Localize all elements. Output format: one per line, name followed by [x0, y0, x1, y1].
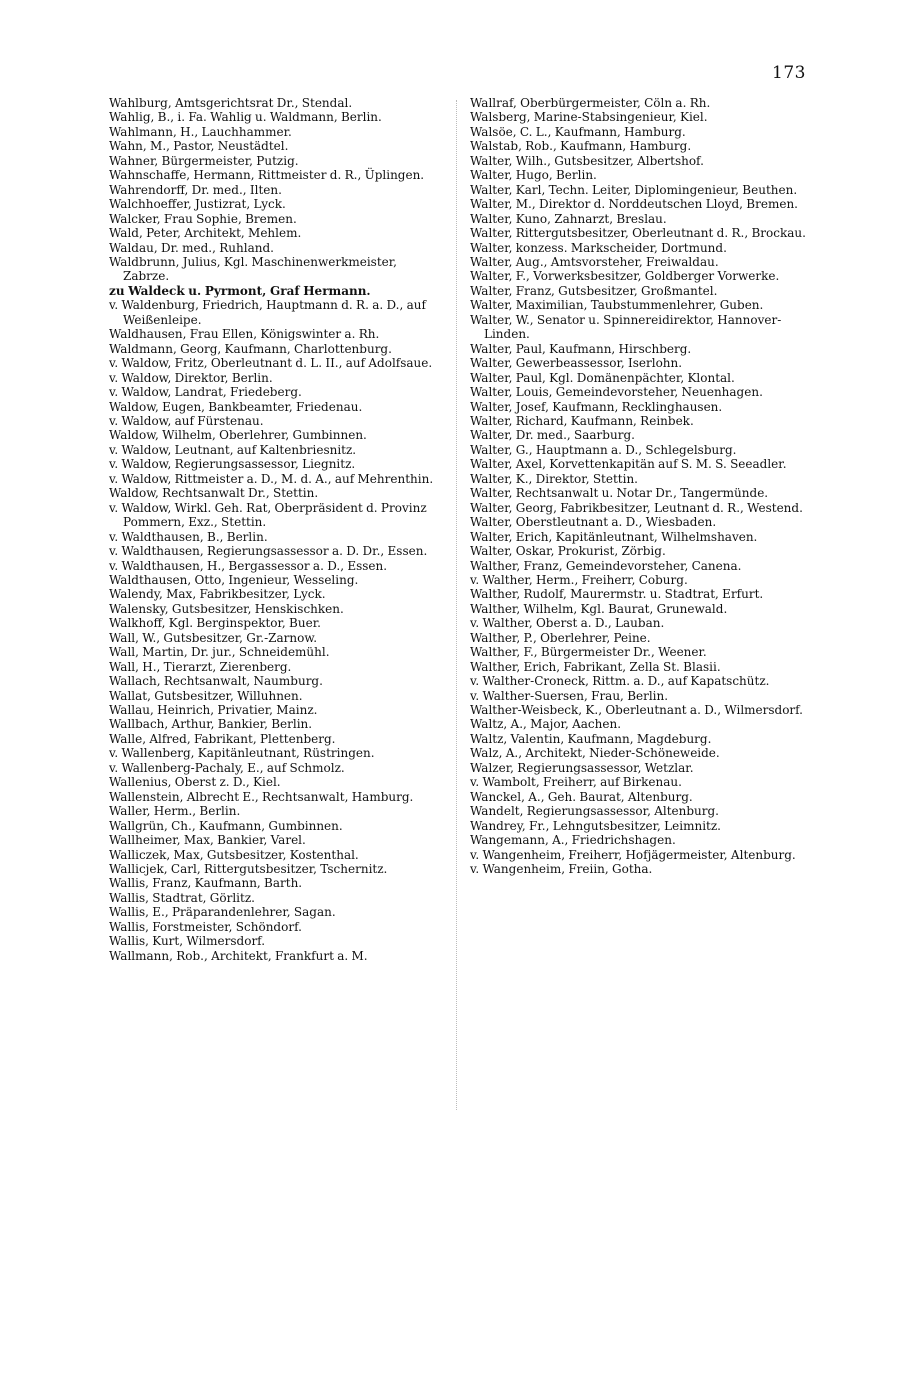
directory-entry: Walzer, Regierungsassessor, Wetzlar.	[470, 760, 694, 775]
directory-entry: Walter, Axel, Korvettenkapitän auf S. M. S. Seeadler.	[470, 457, 787, 472]
directory-entry: v. Waldow, Rittmeister a. D., M. d. A., auf Mehrenthin.	[109, 471, 434, 486]
directory-entry: Walther, Rudolf, Maurermstr. u. Stadtrat, Erfurt.	[470, 587, 764, 602]
directory-entry: Wahrendorff, Dr. med., Ilten.	[109, 182, 282, 197]
right-column	[470, 96, 806, 876]
directory-entry: Walter, Georg, Fabrikbesitzer, Leutnant d. R., Westend.	[470, 500, 803, 515]
directory-entry: Wallbach, Arthur, Bankier, Berlin.	[109, 717, 313, 732]
directory-entry: Wahlburg, Amtsgerichtsrat Dr., Stendal.	[109, 96, 353, 110]
directory-entry: Walther, Franz, Gemeindevorsteher, Canena.	[470, 558, 742, 573]
directory-entry: Wall, Martin, Dr. jur., Schneidemühl.	[109, 645, 330, 660]
directory-entry: Wald, Peter, Architekt, Mehlem.	[109, 226, 302, 241]
directory-entry: Waldow, Rechtsanwalt Dr., Stettin.	[109, 486, 319, 501]
directory-entry: v. Wambolt, Freiherr, auf Birkenau.	[470, 775, 682, 790]
directory-entry: Waldthausen, Otto, Ingenieur, Wesseling.	[109, 572, 359, 587]
directory-entry: v. Walther-Croneck, Rittm. a. D., auf Kapatschütz.	[470, 674, 770, 689]
directory-entry: Walther, Wilhelm, Kgl. Baurat, Grunewald.	[470, 601, 728, 616]
directory-entry: Waldau, Dr. med., Ruhland.	[109, 240, 274, 255]
directory-entry: Wallicjek, Carl, Rittergutsbesitzer, Tschernitz.	[109, 862, 388, 877]
directory-entry: Walz, A., Architekt, Nieder-Schöneweide.	[470, 746, 720, 761]
directory-entry: v. Wangenheim, Freiin, Gotha.	[470, 862, 653, 877]
directory-entry: Walther-Weisbeck, K., Oberleutnant a. D., Wilmersdorf.	[470, 703, 803, 718]
directory-entry: Walter, Rittergutsbesitzer, Oberleutnant d. R., Brockau.	[470, 226, 806, 241]
directory-entry: Walter, F., Vorwerksbesitzer, Goldberger Vorwerke.	[470, 269, 780, 284]
directory-entry: v. Waldthausen, H., Bergassessor a. D., Essen.	[109, 558, 388, 573]
directory-entry: Walter, Kuno, Zahnarzt, Breslau.	[470, 211, 667, 226]
directory-entry: Walsöe, C. L., Kaufmann, Hamburg.	[470, 124, 686, 139]
directory-entry: Walter, K., Direktor, Stettin.	[470, 471, 638, 486]
directory-entry: Wallis, Forstmeister, Schöndorf.	[109, 919, 302, 934]
directory-entry: Wahner, Bürgermeister, Putzig.	[109, 153, 299, 168]
directory-entry: Wahnschaffe, Hermann, Rittmeister d. R., Üplingen.	[109, 168, 425, 183]
directory-entry: Walter, Paul, Kaufmann, Hirschberg.	[470, 341, 692, 356]
directory-entry: Walter, W., Senator u. Spinnereidirektor, Hannover-Linden.	[470, 312, 782, 342]
directory-entry: Wallheimer, Max, Bankier, Varel.	[109, 833, 306, 848]
directory-entry: Wangemann, A., Friedrichshagen.	[470, 833, 676, 848]
directory-entry: Wahn, M., Pastor, Neustädtel.	[109, 139, 289, 154]
directory-entry: Wanckel, A., Geh. Baurat, Altenburg.	[470, 789, 693, 804]
directory-entry: v. Waldow, Regierungsassessor, Liegnitz.	[109, 457, 356, 472]
directory-entry: Walter, Oberstleutnant a. D., Wiesbaden.	[470, 515, 717, 530]
directory-entry: Waltz, Valentin, Kaufmann, Magdeburg.	[470, 731, 712, 746]
directory-entry: Walter, Franz, Gutsbesitzer, Großmantel.	[470, 283, 718, 298]
directory-entry: Walter, Louis, Gemeindevorsteher, Neuenhagen.	[470, 385, 763, 400]
directory-entry: Wahlmann, H., Lauchhammer.	[109, 124, 292, 139]
directory-entry: Wandrey, Fr., Lehngutsbesitzer, Leimnitz.	[470, 818, 721, 833]
directory-entry: Wallis, E., Präparandenlehrer, Sagan.	[109, 905, 336, 920]
directory-entry: v. Walther-Suersen, Frau, Berlin.	[470, 688, 669, 703]
directory-entry: Walstab, Rob., Kaufmann, Hamburg.	[470, 139, 692, 154]
directory-entry: v. Waldow, Leutnant, auf Kaltenbriesnitz.	[109, 442, 357, 457]
directory-entry: Wallis, Franz, Kaufmann, Barth.	[109, 876, 303, 891]
directory-entry: Walensky, Gutsbesitzer, Henskischken.	[109, 601, 344, 616]
directory-entry: Walchhoeffer, Justizrat, Lyck.	[109, 197, 286, 212]
page-number: 173	[772, 63, 806, 83]
directory-entry: Walter, Hugo, Berlin.	[470, 168, 597, 183]
left-column	[109, 96, 445, 963]
directory-entry: Wallat, Gutsbesitzer, Willuhnen.	[109, 688, 303, 703]
directory-entry: Wallraf, Oberbürgermeister, Cöln a. Rh.	[470, 96, 711, 110]
directory-entry: v. Walther, Herm., Freiherr, Coburg.	[470, 572, 688, 587]
directory-entry: Walter, Oskar, Prokurist, Zörbig.	[470, 544, 666, 559]
directory-entry: Wallenius, Oberst z. D., Kiel.	[109, 775, 281, 790]
directory-entry: Walther, Erich, Fabrikant, Zella St. Blasii.	[470, 659, 721, 674]
directory-entry: Waldbrunn, Julius, Kgl. Maschinenwerkmeister, Zabrze.	[109, 254, 397, 284]
directory-entry: Walter, Paul, Kgl. Domänenpächter, Klontal.	[470, 370, 735, 385]
directory-entry: Walther, F., Bürgermeister Dr., Weener.	[470, 645, 707, 660]
directory-entry: Walsberg, Marine-Stabsingenieur, Kiel.	[470, 110, 708, 125]
directory-entry: Wallgrün, Ch., Kaufmann, Gumbinnen.	[109, 818, 343, 833]
directory-entry: Waldow, Wilhelm, Oberlehrer, Gumbinnen.	[109, 428, 367, 443]
directory-entry: Walter, Rechtsanwalt u. Notar Dr., Tangermünde.	[470, 486, 769, 501]
directory-entry: Wall, H., Tierarzt, Zierenberg.	[109, 659, 292, 674]
directory-entry: v. Wallenberg, Kapitänleutnant, Rüstringen.	[109, 746, 375, 761]
directory-entry: Walter, Gewerbeassessor, Iserlohn.	[470, 356, 683, 371]
directory-entry: Walendy, Max, Fabrikbesitzer, Lyck.	[109, 587, 326, 602]
directory-entry: v. Waldthausen, Regierungsassessor a. D. Dr., Essen.	[109, 544, 428, 559]
directory-entry: Waller, Herm., Berlin.	[109, 804, 241, 819]
directory-entry: zu Waldeck u. Pyrmont, Graf Hermann.	[109, 283, 371, 298]
directory-entry: Walter, Wilh., Gutsbesitzer, Albertshof.	[470, 153, 704, 168]
directory-entry: Waldhausen, Frau Ellen, Königswinter a. Rh.	[109, 327, 380, 342]
directory-entry: Wallis, Stadtrat, Görlitz.	[109, 890, 255, 905]
directory-entry: Walter, Maximilian, Taubstummenlehrer, Guben.	[470, 298, 764, 313]
directory-entry: Waldmann, Georg, Kaufmann, Charlottenburg.	[109, 341, 392, 356]
directory-entry: Walter, Richard, Kaufmann, Reinbek.	[470, 413, 694, 428]
directory-entry: v. Waldow, Landrat, Friedeberg.	[109, 385, 302, 400]
directory-entry: Wahlig, B., i. Fa. Wahlig u. Waldmann, Berlin.	[109, 110, 382, 125]
directory-entry: v. Waldenburg, Friedrich, Hauptmann d. R. a. D., auf Weißenleipe.	[109, 298, 426, 327]
directory-entry: Walter, Dr. med., Saarburg.	[470, 428, 635, 443]
directory-entry: v. Walther, Oberst a. D., Lauban.	[470, 616, 665, 631]
directory-entry: Wallmann, Rob., Architekt, Frankfurt a. M.	[109, 948, 368, 963]
directory-entry: Walter, konzess. Markscheider, Dortmund.	[470, 240, 727, 255]
directory-entry: Walter, Josef, Kaufmann, Recklinghausen.	[470, 399, 723, 414]
directory-entry: Wallenstein, Albrecht E., Rechtsanwalt, Hamburg.	[109, 789, 414, 804]
directory-entry: Walter, Erich, Kapitänleutnant, Wilhelmshaven.	[470, 529, 758, 544]
directory-entry: v. Wangenheim, Freiherr, Hofjägermeister, Altenburg.	[470, 847, 796, 862]
directory-entry: v. Waldow, auf Fürstenau.	[109, 413, 264, 428]
directory-entry: Walter, Aug., Amtsvorsteher, Freiwaldau.	[470, 254, 719, 269]
directory-entry: Wallis, Kurt, Wilmersdorf.	[109, 934, 266, 949]
directory-entry: v. Waldow, Fritz, Oberleutnant d. L. II., auf Adolfsaue.	[109, 356, 433, 371]
directory-entry: Walter, G., Hauptmann a. D., Schlegelsburg.	[470, 442, 737, 457]
directory-entry: Walliczek, Max, Gutsbesitzer, Kostenthal.	[109, 847, 359, 862]
directory-entry: Walcker, Frau Sophie, Bremen.	[109, 211, 297, 226]
directory-entry: Wallach, Rechtsanwalt, Naumburg.	[109, 674, 323, 689]
directory-entry: Walkhoff, Kgl. Berginspektor, Buer.	[109, 616, 321, 631]
directory-entry: Wall, W., Gutsbesitzer, Gr.-Zarnow.	[109, 630, 318, 645]
directory-entry: Walter, M., Direktor d. Norddeutschen Lloyd, Bremen.	[470, 197, 798, 212]
directory-entry: Walle, Alfred, Fabrikant, Plettenberg.	[109, 731, 336, 746]
directory-entry: Wallau, Heinrich, Privatier, Mainz.	[109, 703, 318, 718]
directory-entry: Wandelt, Regierungsassessor, Altenburg.	[470, 804, 719, 819]
directory-entry: v. Waldow, Direktor, Berlin.	[109, 370, 273, 385]
directory-entry: Waltz, A., Major, Aachen.	[470, 717, 622, 732]
directory-entry: Walter, Karl, Techn. Leiter, Diplomingenieur, Beuthen.	[470, 182, 798, 197]
directory-entry: Waldow, Eugen, Bankbeamter, Friedenau.	[109, 399, 363, 414]
directory-entry: v. Wallenberg-Pachaly, E., auf Schmolz.	[109, 760, 345, 775]
directory-entry: v. Waldthausen, B., Berlin.	[109, 529, 268, 544]
directory-entry: v. Waldow, Wirkl. Geh. Rat, Oberpräsident d. Provinz Pommern, Exz., Stettin.	[109, 500, 427, 530]
directory-entry: Walther, P., Oberlehrer, Peine.	[470, 630, 651, 645]
column-divider	[456, 100, 457, 1110]
